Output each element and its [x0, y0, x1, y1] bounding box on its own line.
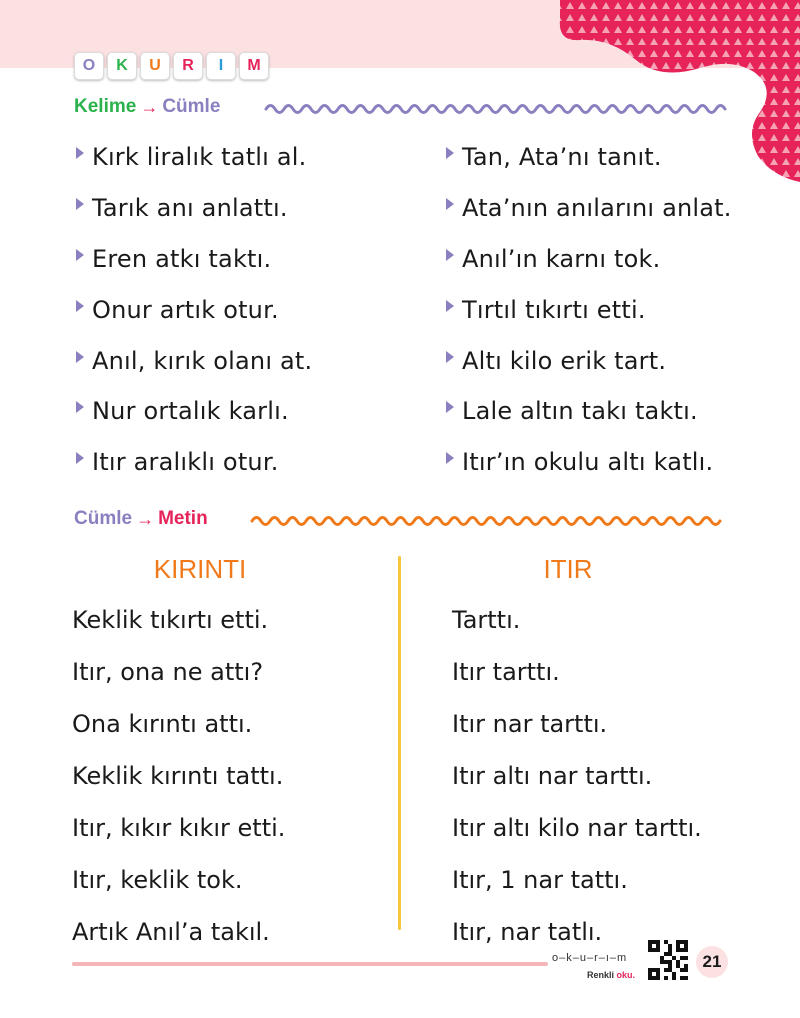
footer-slogan [587, 970, 635, 980]
sentence-text: Anıl’ın karnı tok. [462, 244, 661, 273]
section-header-cumle-metin [74, 508, 208, 530]
orange-wave-divider [250, 512, 730, 530]
story-itir-lines [452, 594, 702, 958]
sentence-text: Itır nar tarttı. [452, 710, 608, 738]
sentence-text: Kırk liralık tatlı al. [92, 143, 307, 172]
triangle-bullet-icon [446, 249, 454, 261]
sentence-text: Itır, kıkır kıkır etti. [72, 814, 286, 842]
sentence-text: Eren atkı taktı. [92, 244, 272, 273]
sentence-item [452, 802, 702, 854]
sentence-item [76, 386, 312, 437]
sentence-item [452, 750, 702, 802]
sentence-text: Onur artık otur. [92, 295, 279, 324]
sentence-item [452, 594, 702, 646]
sentence-item [446, 437, 732, 488]
sentence-item [452, 854, 702, 906]
sentence-item [76, 183, 312, 234]
section-to-label: Cümle [162, 96, 221, 117]
word-sentence-list-right [446, 132, 732, 488]
triangle-bullet-icon [76, 147, 84, 159]
logo-letter-tile: U [140, 52, 170, 80]
triangle-bullet-icon [76, 198, 84, 210]
sentence-text: Altı kilo erik tart. [462, 346, 667, 375]
sentence-item [446, 335, 732, 386]
sentence-item [72, 854, 285, 906]
okurim-logo [74, 52, 269, 80]
arrow-icon: → [136, 508, 155, 529]
triangle-bullet-icon [76, 351, 84, 363]
sentence-text: Itır, ona ne attı? [72, 658, 264, 686]
sentence-text: Itır aralıklı otur. [92, 448, 279, 477]
sentence-item [76, 132, 312, 183]
word-sentence-list-left [76, 132, 312, 488]
triangle-bullet-icon [446, 147, 454, 159]
section-header-kelime-cumle [74, 96, 220, 118]
triangle-bullet-icon [76, 401, 84, 413]
column-divider [398, 556, 401, 930]
sentence-text: Keklik kırıntı tattı. [72, 762, 284, 790]
slogan-end: oku. [616, 970, 636, 980]
sentence-item [72, 594, 285, 646]
triangle-bullet-icon [446, 300, 454, 312]
section-from-label: Kelime [74, 96, 137, 117]
sentence-item [76, 335, 312, 386]
section-from-label: Cümle [74, 508, 133, 529]
sentence-text: Tırtıl tıkırtı etti. [462, 295, 646, 324]
sentence-text: Ata’nın anılarını anlat. [462, 194, 732, 223]
sentence-text: Itır altı nar tarttı. [452, 762, 653, 790]
sentence-text: Itır’ın okulu altı katlı. [462, 448, 714, 477]
sentence-item [76, 234, 312, 285]
sentence-text: Lale altın takı taktı. [462, 397, 698, 426]
sentence-item [446, 386, 732, 437]
sentence-text: Nur ortalık karlı. [92, 397, 289, 426]
logo-letter-tile: R [173, 52, 203, 80]
triangle-bullet-icon [76, 452, 84, 464]
sentence-item [72, 750, 285, 802]
sentence-text: Artık Anıl’a takıl. [72, 918, 270, 946]
section-to-label: Metin [158, 508, 208, 529]
sentence-item [72, 698, 285, 750]
sentence-item [76, 284, 312, 335]
sentence-text: Itır altı kilo nar tarttı. [452, 814, 702, 842]
sentence-item [76, 437, 312, 488]
slogan-start: Renkli [587, 970, 615, 980]
sentence-text: Itır, 1 nar tattı. [452, 866, 628, 894]
sentence-text: Itır tarttı. [452, 658, 560, 686]
sentence-item [446, 284, 732, 335]
sentence-item [446, 132, 732, 183]
sentence-item [72, 906, 285, 958]
triangle-bullet-icon [446, 452, 454, 464]
footer-line [72, 962, 548, 966]
sentence-item [452, 646, 702, 698]
sentence-text: Itır, nar tatlı. [452, 918, 603, 946]
triangle-bullet-icon [446, 351, 454, 363]
sentence-item [72, 802, 285, 854]
sentence-text: Tarık anı anlattı. [92, 194, 288, 223]
story-kirinti-lines [72, 594, 285, 958]
logo-letter-tile: I [206, 52, 236, 80]
triangle-bullet-icon [76, 300, 84, 312]
triangle-bullet-icon [76, 249, 84, 261]
qr-code-icon[interactable] [648, 940, 688, 980]
sentence-item [446, 234, 732, 285]
arrow-icon: → [140, 96, 159, 117]
sentence-text: Itır, keklik tok. [72, 866, 243, 894]
sentence-item [446, 183, 732, 234]
story-title-itir: ITIR [543, 554, 593, 584]
sentence-text: Keklik tıkırtı etti. [72, 606, 269, 634]
purple-wave-divider [264, 100, 730, 118]
triangle-bullet-icon [446, 198, 454, 210]
logo-letter-tile: M [239, 52, 269, 80]
sentence-item [72, 646, 285, 698]
sentence-text: Anıl, kırık olanı at. [92, 346, 313, 375]
footer-brand: o–k–u–r–ı–m [552, 952, 628, 964]
triangle-bullet-icon [446, 401, 454, 413]
logo-letter-tile: O [74, 52, 104, 80]
sentence-item [452, 698, 702, 750]
sentence-text: Tarttı. [452, 606, 521, 634]
logo-letter-tile: K [107, 52, 137, 80]
story-title-kirinti: KIRINTI [153, 554, 247, 584]
sentence-text: Tan, Ata’nı tanıt. [462, 143, 662, 172]
page-number: 21 [696, 946, 728, 978]
sentence-text: Ona kırıntı attı. [72, 710, 253, 738]
